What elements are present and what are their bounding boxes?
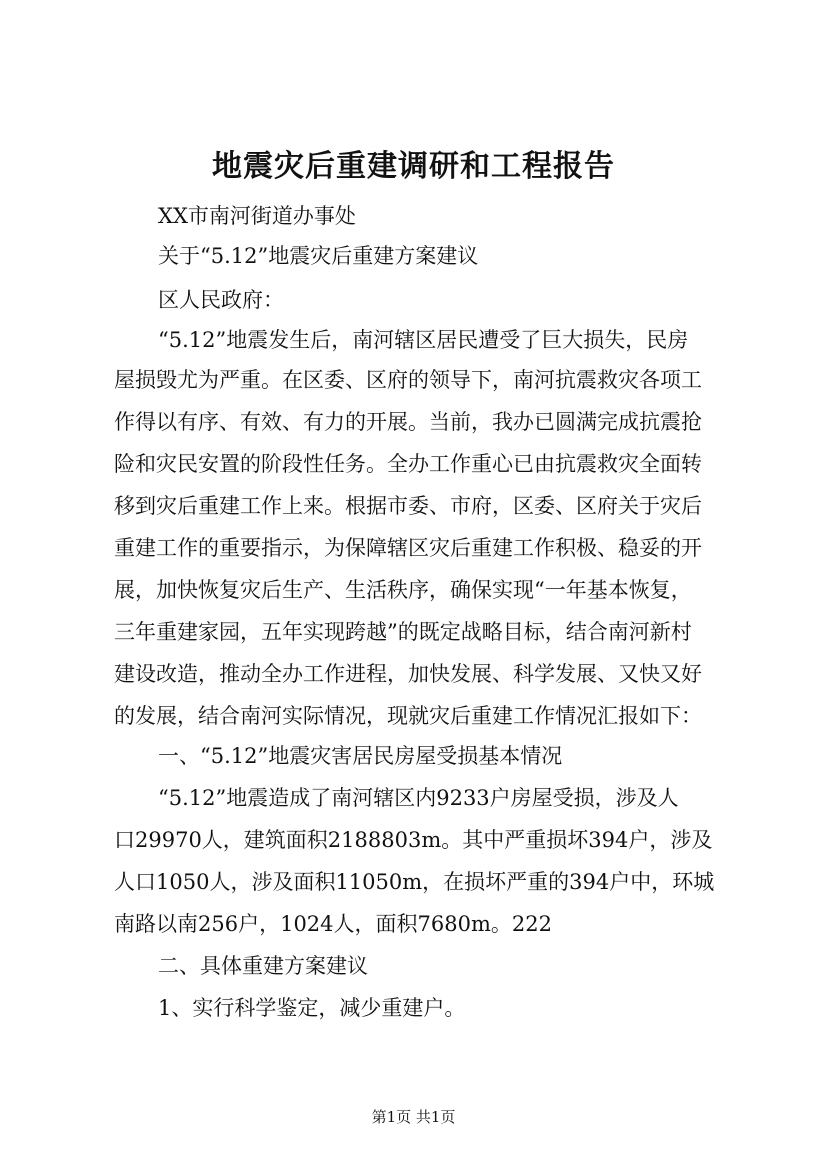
body-line: 三年重建家园，五年实现跨越”的既定战略目标，结合南河新村 bbox=[114, 620, 692, 644]
body-line: 建设改造，推动全办工作进程，加快发展、科学发展、又快又好 bbox=[114, 662, 702, 686]
list-item: 1、实行科学鉴定，减少重建户。 bbox=[158, 996, 466, 1020]
body-line: “5.12”地震造成了南河辖区内9233户房屋受损，涉及人 bbox=[158, 786, 679, 810]
body-line: 南路以南256户，1024人，面积7680m。222 bbox=[114, 912, 552, 936]
page-footer: 第1页 共1页 bbox=[371, 1108, 456, 1126]
body-line: 展，加快恢复灾后生产、生活秩序，确保实现“一年基本恢复， bbox=[114, 578, 692, 602]
body-line: 屋损毁尤为严重。在区委、区府的领导下，南河抗震救灾各项工 bbox=[114, 368, 702, 392]
body-line: 移到灾后重建工作上来。根据市委、市府，区委、区府关于灾后 bbox=[114, 494, 702, 518]
body-line: 的发展，结合南河实际情况，现就灾后重建工作情况汇报如下： bbox=[114, 704, 702, 728]
document-title: 地震灾后重建调研和工程报告 bbox=[212, 149, 615, 184]
section-heading-2: 二、具体重建方案建议 bbox=[158, 954, 368, 978]
text-line-salutation: 区人民政府： bbox=[158, 288, 284, 312]
body-line: 作得以有序、有效、有力的开展。当前，我办已圆满完成抗震抢 bbox=[114, 410, 702, 434]
section-heading-1: 一、“5.12”地震灾害居民房屋受损基本情况 bbox=[158, 744, 563, 768]
body-line: 口29970人，建筑面积2188803m。其中严重损坏394户，涉及 bbox=[114, 828, 713, 852]
body-line: 险和灾民安置的阶段性任务。全办工作重心已由抗震救灾全面转 bbox=[114, 452, 702, 476]
text-line-subject: 关于“5.12”地震灾后重建方案建议 bbox=[158, 244, 479, 268]
body-line: “5.12”地震发生后，南河辖区居民遭受了巨大损失，民房 bbox=[158, 328, 689, 352]
body-line: 人口1050人，涉及面积11050m，在损坏严重的394户中，环城 bbox=[114, 870, 715, 894]
text-line-office: XX市南河街道办事处 bbox=[158, 204, 356, 228]
body-line: 重建工作的重要指示，为保障辖区灾后重建工作积极、稳妥的开 bbox=[114, 536, 702, 560]
